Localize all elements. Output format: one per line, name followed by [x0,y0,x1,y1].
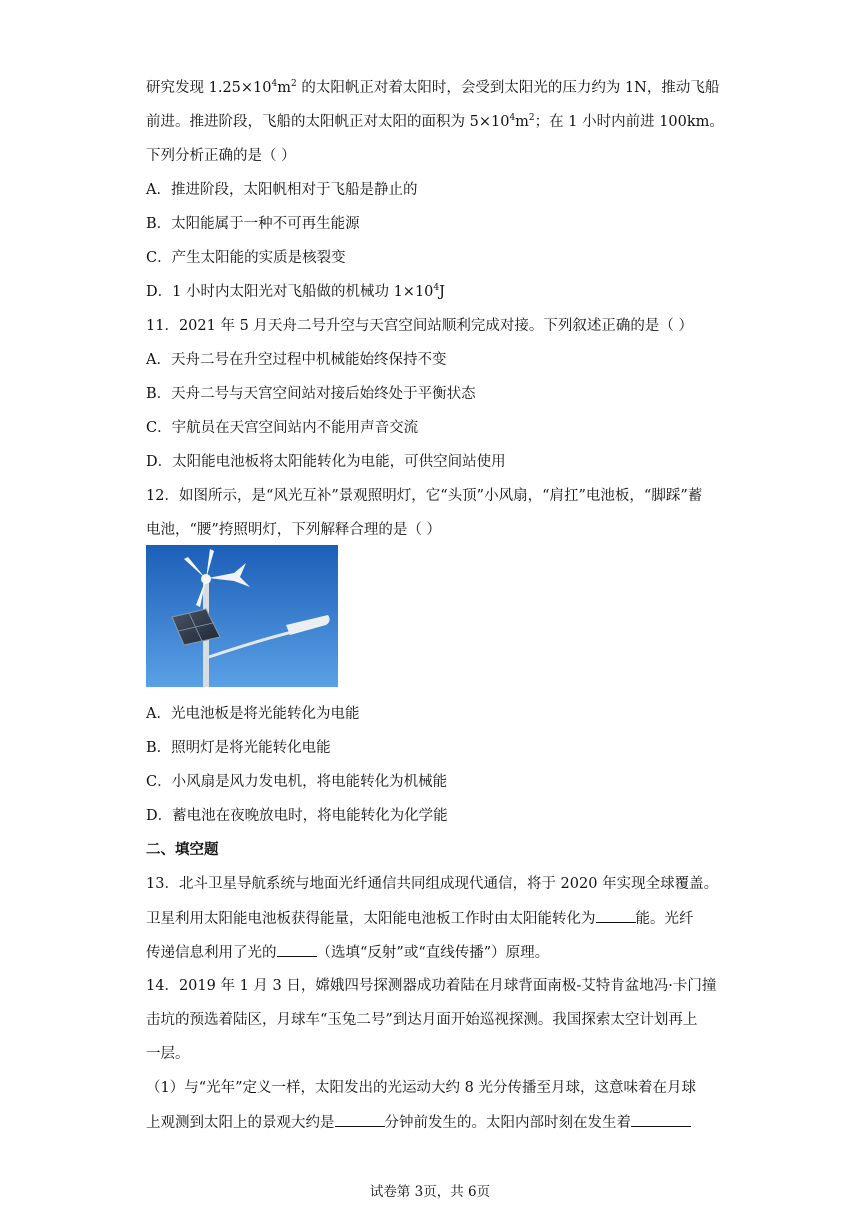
q10-option-a: A．推进阶段，太阳帆相对于飞船是静止的 [146,182,418,198]
section-fill-in-title: 二、填空题 [146,841,219,858]
q14-line-1: 14．2019 年 1 月 3 日，嫦娥四号探测器成功着陆在月球背面南极-艾特肯盆地冯·卡门撞 [146,978,717,994]
q13-line-1: 13．北斗卫星导航系统与地面光纤通信共同组成现代通信，将于 2020 年实现全球覆盖。 [146,876,719,892]
q11-option-d: D．太阳能电池板将太阳能转化为电能，可供空间站使用 [146,454,506,470]
q13-line-3: 传递信息利用了光的 （选填“反射”或“直线传播”）原理。 [146,942,549,963]
q10-option-b: B．太阳能属于一种不可再生能源 [146,216,360,232]
q12-option-c: C．小风扇是风力发电机，将电能转化为机械能 [146,774,448,790]
answer-blank[interactable] [631,1112,691,1127]
q12-option-b: B．照明灯是将光能转化电能 [146,740,331,756]
q10-line-1: 研究发现 $1.25\times 10^4m^2$ 的太阳帆正对着太阳时，会受到太阳光的压力约为 1N，推动飞船 [146,79,720,96]
q11-option-b: B．天舟二号与天宫空间站对接后始终处于平衡状态 [146,386,476,402]
q13-line-2: 卫星利用太阳能电池板获得能量，太阳能电池板工作时由太阳能转化为 能。光纤 [146,908,694,929]
q11-option-a: A．天舟二号在升空过程中机械能始终保持不变 [146,352,447,368]
q12-stem-line-1: 12．如图所示，是“风光互补”景观照明灯，它“头顶”小风扇，“肩扛”电池板，“脚踩”蓄 [146,488,703,504]
q14-line-2: 击坑的预选着陆区，月球车“玉兔二号”到达月面开始巡视探测。我国探索太空计划再上 [146,1012,698,1028]
wind-solar-lamp-illustration [146,545,338,687]
answer-blank[interactable] [277,942,317,957]
q12-option-d: D．蓄电池在夜晚放电时，将电能转化为化学能 [146,808,448,824]
q14-line-3: 一层。 [146,1046,190,1062]
q11-option-c: C．宇航员在天宫空间站内不能用声音交流 [146,420,419,436]
q11-stem: 11．2021 年 5 月天舟二号升空与天宫空间站顺利完成对接。下列叙述正确的是（ ） [146,318,694,334]
answer-blank[interactable] [335,1112,385,1127]
q12-option-a: A．光电池板是将光能转化为电能 [146,706,360,722]
q10-line-2: 前进。推进阶段，飞船的太阳帆正对太阳的面积为 $5\times 10^4m^2$；在 1 小时内前进 100km。 [146,113,724,130]
answer-blank[interactable] [596,908,636,923]
q10-option-c: C．产生太阳能的实质是核裂变 [146,250,346,266]
wind-solar-lamp-image [146,545,338,687]
page-footer: 试卷第 3页，共 6页 [369,1184,491,1200]
q14-part1-line-2: 上观测到太阳上的景观大约是 分钟前发生的。太阳内部时刻在发生着 [146,1112,691,1133]
q14-part1-line-1: （1）与“光年”定义一样，太阳发出的光运动大约 8 光分传播至月球，这意味着在月球 [146,1080,696,1096]
q10-option-d: D．1 小时内太阳光对飞船做的机械功 $1\times 10^4J$ [146,283,445,300]
q10-prompt: 下列分析正确的是（ ） [146,148,296,164]
q12-stem-line-2: 电池，“腰”挎照明灯，下列解释合理的是（ ） [146,522,441,538]
